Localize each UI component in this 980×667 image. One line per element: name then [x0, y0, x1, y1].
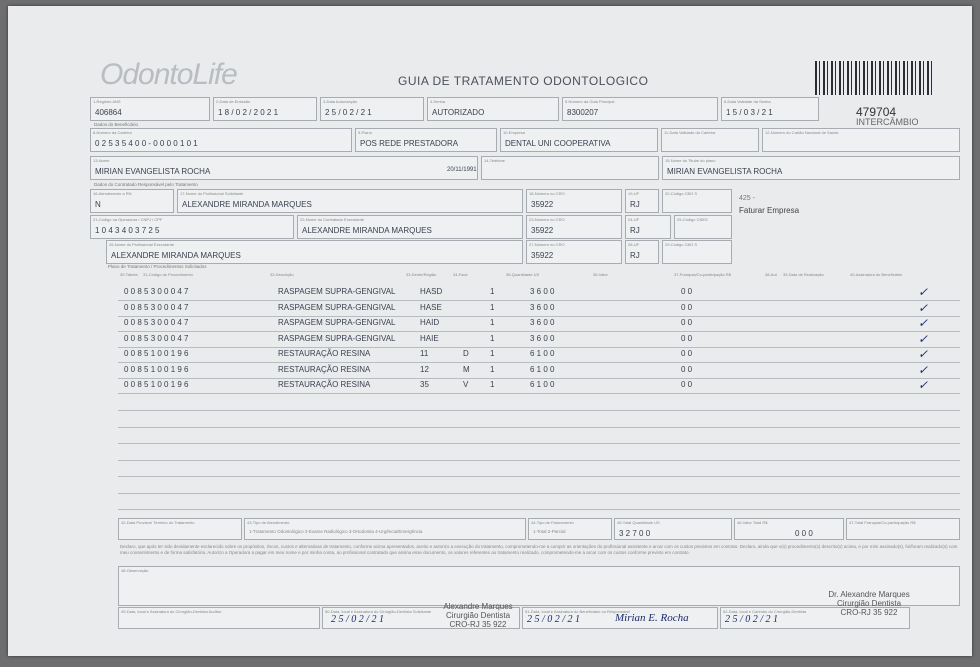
check-mark: ✓: [918, 378, 929, 392]
franquia-total-field: 47-Total Franquia/Co-participação R$: [846, 518, 960, 540]
procedure-description: RASPAGEM SUPRA-GENGIVAL: [278, 302, 396, 312]
barcode: [815, 61, 933, 95]
cbo-executante-field: 29-Código CBO S: [662, 240, 732, 264]
procedure-value: 0 0: [681, 287, 693, 296]
validade-senha-field: 6-Data Validade da Senha 1 5 / 0 3 / 2 1: [721, 97, 819, 121]
table-row: [118, 348, 960, 363]
procedure-face: D: [463, 349, 469, 358]
total-us-field: 45-Total Quantidade US 3 2 7 0 0: [614, 518, 732, 540]
nome-field: 13-Nome MIRIAN EVANGELISTA ROCHA 20/11/1991: [90, 156, 478, 180]
senha-field: 4-Senha AUTORIZADO: [427, 97, 559, 121]
check-mark: ✓: [918, 362, 929, 377]
atendimento-rn-field: 16-Atendimento a RN N: [90, 189, 174, 213]
cns-field: 12-Número do Cartão Nacional de Saúde: [762, 128, 960, 152]
procedure-value: 0 0: [681, 318, 693, 327]
procedure-region: 12: [420, 364, 429, 374]
validade-carteira-field: 11-Data Validade da Carteira: [661, 128, 759, 152]
guia-principal-field: 5-Número da Guia Principal 8300207: [562, 97, 718, 121]
data-emissao-field: 2-Data de Emissão 1 8 / 0 2 / 2 0 2 1: [213, 97, 317, 121]
tipo-faturamento-field: 44-Tipo de Faturamento 1-Total 2-Parcial: [528, 518, 612, 540]
uf-contratado-field: 24-UF RJ: [625, 215, 671, 239]
procedure-us: 6 1 0 0: [530, 380, 555, 389]
table-row: [118, 379, 960, 394]
titular-field: 15-Nome do Titular do plano MIRIAN EVANGELISTA ROCHA: [662, 156, 960, 180]
procedure-qty: 1: [490, 333, 495, 343]
dentist-stamp: Alexandre Marques Cirurgião Dentista CRO-RJ 35 922: [443, 602, 513, 629]
procedure-value: 0 0: [681, 380, 693, 389]
procedure-us: 3 6 0 0: [530, 287, 555, 296]
faturar-code: 425 -: [739, 195, 755, 202]
codigo-operadora-field: 21-Código na Operadora / CNPJ / CPF 1 0 4 3 4 0 3 7 2 5: [90, 215, 294, 239]
procedure-region: 11: [420, 349, 429, 358]
contratado-field: 22-Nome do Contratado Executante ALEXANDRE MIRANDA MARQUES: [297, 215, 523, 239]
cnes-field: 25-Código CNES: [674, 215, 732, 239]
table-row-empty: [118, 479, 960, 494]
logo: OdontoLife: [100, 58, 237, 91]
procedure-us: 3 6 0 0: [530, 318, 555, 327]
intercambio-label: INTERCÂMBIO: [856, 117, 919, 127]
procedure-us: 6 1 0 0: [530, 349, 555, 358]
procedure-code: 0 0 8 5 3 0 0 0 4 7: [124, 318, 189, 327]
tempo-tratamento-field: 42-Data Provável Término do Tratamento: [118, 518, 242, 540]
cro-solicitante-field: 18-Número no CRO 35922: [526, 189, 622, 213]
procedure-region: HASD: [420, 287, 443, 296]
procedure-qty: 1: [490, 380, 495, 389]
procedure-region: HAID: [420, 318, 440, 327]
uf-executante-field: 28-UF RJ: [625, 240, 659, 264]
table-row-empty: [118, 396, 960, 411]
procedure-code: 0 0 8 5 1 0 0 1 9 6: [124, 364, 189, 374]
registro-ans-field: 1-Registro ANS 406864: [90, 97, 210, 121]
procedure-description: RESTAURAÇÃO RESINA: [278, 364, 371, 374]
procedure-description: RASPAGEM SUPRA-GENGIVAL: [278, 318, 396, 327]
procedure-us: 3 6 0 0: [530, 302, 555, 312]
declaration-text: Declaro, que após ter sido devidamente esclarecido sobre os propósitos, riscos, custos e alternativas de tratamento, conforme acima apresentados, aceito e autorizo a execução do tratamento, comprometendo-me a cumprir as orientações do profissional assistente e arcar com os custos previstos em contrato. Declaro, ainda que o(s) procedimento(s) descrito(s) acima, e por mim assinado(s), foi/foram realizado(s) com meu consentimento e de forma satisfatória. Autorizo a Operadora a pagar em meu nome e por minha conta, ao profissional contratado que assina esse documento, os valores referentes ao tratamento realizado, comprometendo-me a arcar com os custos conforme previsto em contrato.: [120, 544, 958, 555]
table-row-empty: [118, 413, 960, 428]
tipo-atendimento-field: 43-Tipo de Atendimento 1-Tratamento Odontológico 2-Exame Radiológico 3-Ortodontia 4-Urgência/Emergência: [244, 518, 526, 540]
procedure-value: 0 0: [681, 333, 693, 343]
assinatura-dentista-field: 50-Data, local e Assinatura do Cirurgião-Dentista Solicitante 2 5 / 0 2 / 2 1: [322, 607, 520, 629]
procedure-region: HAIE: [420, 333, 439, 343]
procedure-qty: 1: [490, 349, 495, 358]
procedure-value: 0 0: [681, 349, 693, 358]
procedure-description: RESTAURAÇÃO RESINA: [278, 349, 371, 358]
table-row: [118, 333, 960, 348]
table-row: [118, 286, 960, 301]
procedure-us: 6 1 0 0: [530, 364, 555, 374]
telefone-field: 14-Telefone: [481, 156, 659, 180]
assinatura-beneficiario-field: 51-Data, local e Assinatura do Beneficiário ou Responsável 2 5 / 0 2 / 2 1 Mirian E. Rocha: [522, 607, 718, 629]
procedure-qty: 1: [490, 318, 495, 327]
faturar-label: Faturar Empresa: [739, 206, 800, 215]
cbo-solicitante-field: 20-Código CBO S: [662, 189, 732, 213]
procedure-code: 0 0 8 5 3 0 0 0 4 7: [124, 333, 189, 343]
procedure-region: 35: [420, 380, 429, 389]
procedure-qty: 1: [490, 364, 495, 374]
procedure-code: 0 0 8 5 3 0 0 0 4 7: [124, 302, 189, 312]
data-autorizacao-field: 3-Data Autorização 2 5 / 0 2 / 2 1: [320, 97, 424, 121]
table-row-empty: [118, 446, 960, 461]
prof-solicitante-field: 17-Nome do Profissional Solicitante ALEXANDRE MIRANDA MARQUES: [177, 189, 523, 213]
procedure-face: V: [463, 380, 469, 389]
table-row-empty: [118, 495, 960, 510]
check-mark: ✓: [918, 316, 929, 330]
check-mark: ✓: [918, 300, 929, 315]
procedure-qty: 1: [490, 302, 495, 312]
prof-executante-field: 26-Nome do Profissional Executante ALEXANDRE MIRANDA MARQUES: [106, 240, 523, 264]
procedure-value: 0 0: [681, 364, 693, 374]
uf-solicitante-field: 19-UF RJ: [625, 189, 659, 213]
procedure-code: 0 0 8 5 3 0 0 0 4 7: [124, 287, 189, 296]
table-row-empty: [118, 429, 960, 444]
assinatura-auditor-field: 49-Data, local e Assinatura do Cirurgião-Dentista Auditor: [118, 607, 320, 629]
procedure-qty: 1: [490, 287, 495, 296]
procedure-us: 3 6 0 0: [530, 333, 555, 343]
cro-executante-field: 27-Número no CRO 35922: [526, 240, 622, 264]
treatment-guide-form: OdontoLife GUIA DE TRATAMENTO ODONTOLOGICO 479704 INTERCÂMBIO 1-Registro ANS 406864 2-Data de Emissão 1 8 / 0 2 / 2 0 2 1 3-Data Autorização 2 5 / 0 2 / 2 1 4-Senha AUTORIZADO 5-Número da Guia Principal 8300207 6-Data Validade da Senha 1 5 / 0 3 / 2 1 Dados do Beneficiário 8-Número da Carteira 0 2 5 3 5 4 0 0 - 0 0 0 0 1 0 1 9-Plano POS REDE PRESTADORA 10-Empresa DENTAL UNI COOPERATIVA 11-Data Validade da Carteira 12-Número do Cartão Nacional de Saúde 13-Nome MIRIAN EVANGELISTA ROCHA 20/11/1991 14-Telefone 15-Nome do Titular do plano MIRIAN EVANGELISTA ROCHA Dados do Contratado Responsável pelo Tratamento 16-Atendimento a RN N 17-Nome do Profissional Solicitante ALEXANDRE MIRANDA MARQUES 18-Número no CRO 35922 19-UF RJ 20-Código CBO S 425 - Faturar Empresa 21-Código na Operadora / CNPJ / CPF 1 0 4 3 4 0 3 7 2 5 22-Nome do Contratado Executante ALEXANDRE MIRANDA MARQUES 23-Número no CRO 35922 24-UF RJ 25-Código CNES 26-Nome do Profissional Executante ALEXANDRE MIRANDA MARQUES 27-Número no CRO 35922 28-UF RJ 29-Código CBO S Plano de Tratamento / Procedimentos Solicitados 30-Tabela 31-Código do Procedimento 32-Descrição 33-Dente/Região 34-Face 35-Quantidade US 36-Valor 37-Franquia/Co-participação R$ 38-Aut 39-Data de Realização 40-Assinatura do Beneficiário 0 0 8 5 3 0 0 0 4 7 RASPAGEM SUPRA-GENGIVAL HASD 1 3 6 0 0 0 0 ✓ 0 0 8 5 3 0 0 0 4 7 RASPAGEM SUPRA-GENGIVAL HASE 1 3 6 0 0 0 0 ✓ 0 0 8 5 3 0 0 0 4 7 RASPAGEM SUPRA-GENGIVAL HAID 1 3 6 0 0 0 0 ✓ 0 0 8 5 3 0 0 0 4 7 RASPAGEM SUPRA-GENGIVAL HAIE 1 3 6 0 0 0 0 ✓ 0 0 8 5 1 0 0 1 9 6 RESTAURAÇÃO RESINA 11 D 1 6 1 0 0 0 0 ✓ 0 0 8 5 1 0 0 1 9 6 RESTAURAÇÃO RESINA 12 M 1 6 1 0 0 0 0 ✓ 0 0 8 5 1 0 0 1 9 6 RESTAURAÇÃO RESINA 35 V 1 6 1 0 0 0 0 ✓ 42-Data Provável Término do Tratamento 43-Tipo de Atendimento 1-Tratamento Odontológico 2-Exame Radiológico 3-Ortodontia 4-Urgência/Emergência 44-Tipo de Faturamento 1-Total 2-Parcial 45-Total Quantidade US 3 2 7 0 0 46-Valor Total R$ 0 0 0 47-Total Franquia/Co-participação R$ Declaro, que após ter sido devidamente esclarecido sobre os propósitos, riscos, custos e alternativas de tratamento, conforme acima apresentados, aceito e autorizo a execução do tratamento, comprometendo-me a cumprir as orientações do profissional assistente e arcar com os custos previstos em contrato. Declaro, ainda que o(s) procedimento(s) descrito(s) acima, e por mim assinado(s), foi/foram realizado(s) com meu consentimento e de forma satisfatória. Autorizo a Operadora a pagar em meu nome e por minha conta, ao profissional contratado que assina esse documento, os valores referentes ao tratamento realizado, comprometendo-me a arcar com os custos conforme previsto em contrato. 48-Observação 49-Data, local e Assinatura do Cirurgião-Dentista Auditor 50-Data, local e Assinatura do Cirurgião-Dentista Solicitante 2 5 / 0 2 / 2 1 51-Data, local e Assinatura do Beneficiário ou Responsável 2 5 / 0 2 / 2 1 Mirian E. Rocha 52-Data, local e Carimbo do Cirurgião-Dentista 2 5 / 0 2 / 2 1 Alexandre Marques Cirurgião Dentista CRO-RJ 35 922 Dr. Alexandre Marques Cirurgião Dentista CRO-RJ 35 922: [8, 6, 972, 656]
table-row-empty: [118, 462, 960, 477]
plano-field: 9-Plano POS REDE PRESTADORA: [355, 128, 497, 152]
dentist-stamp-2: Dr. Alexandre Marques Cirurgião Dentista CRO-RJ 35 922: [828, 590, 910, 617]
empresa-field: 10-Empresa DENTAL UNI COOPERATIVA: [500, 128, 658, 152]
table-row: [118, 317, 960, 332]
valor-total-field: 46-Valor Total R$ 0 0 0: [734, 518, 844, 540]
assinatura-executante-field: 52-Data, local e Carimbo do Cirurgião-Dentista 2 5 / 0 2 / 2 1: [720, 607, 910, 629]
guide-number: 479704: [856, 105, 897, 119]
procedure-description: RASPAGEM SUPRA-GENGIVAL: [278, 287, 396, 296]
procedure-code: 0 0 8 5 1 0 0 1 9 6: [124, 349, 189, 358]
observacao-field: 48-Observação: [118, 566, 960, 606]
check-mark: ✓: [918, 347, 929, 361]
check-mark: ✓: [918, 331, 929, 346]
procedure-description: RESTAURAÇÃO RESINA: [278, 380, 371, 389]
procedure-description: RASPAGEM SUPRA-GENGIVAL: [278, 333, 396, 343]
check-mark: ✓: [918, 285, 929, 299]
table-row: [118, 302, 960, 317]
procedure-region: HASE: [420, 302, 442, 312]
table-row: [118, 364, 960, 379]
cro-contratado-field: 23-Número no CRO 35922: [526, 215, 622, 239]
procedure-code: 0 0 8 5 1 0 0 1 9 6: [124, 380, 189, 389]
form-title: GUIA DE TRATAMENTO ODONTOLOGICO: [398, 74, 649, 88]
carteira-field: 8-Número da Carteira 0 2 5 3 5 4 0 0 - 0 0 0 0 1 0 1: [90, 128, 352, 152]
procedure-face: M: [463, 364, 470, 374]
procedure-value: 0 0: [681, 302, 693, 312]
